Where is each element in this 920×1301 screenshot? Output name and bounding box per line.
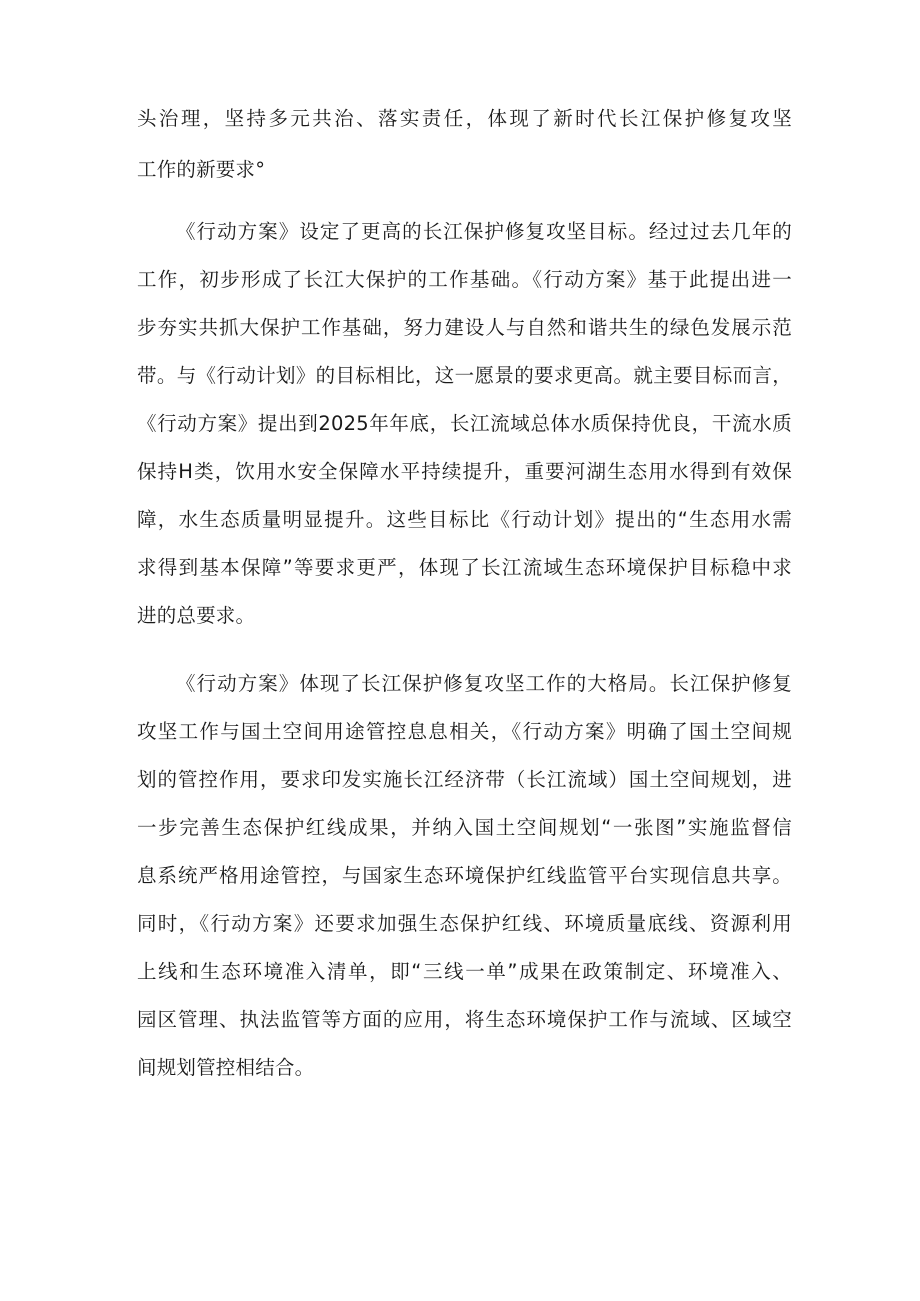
- paragraph-1-line-1: 头治理，坚持多元共治、落实责任，体现了新时代长江保护修复攻坚: [137, 107, 792, 130]
- paragraph-2-line-8: 求得到基本保障”等要求更严，体现了长江流域生态环境保护目标稳中求: [137, 556, 792, 579]
- paragraph-3-line-5: 息系统严格用途管控，与国家生态环境保护红线监管平台实现信息共享。: [137, 864, 792, 887]
- paragraph-2-line-3: 步夯实共抓大保护工作基础，努力建设人与自然和谐共生的绿色发展示范: [137, 316, 792, 339]
- paragraph-2-line-6: 保持H类，饮用水安全保障水平持续提升，重要河湖生态用水得到有效保: [137, 460, 792, 483]
- paragraph-3-line-2: 攻坚工作与国土空间用途管控息息相关，《行动方案》明确了国土空间规: [137, 720, 792, 743]
- paragraph-3-line-4: 一步完善生态保护红线成果，并纳入国土空间规划“一张图”实施监督信: [137, 816, 792, 839]
- paragraph-2-line-1: 《行动方案》设定了更高的长江保护修复攻坚目标。经过过去几年的: [176, 220, 792, 243]
- paragraph-2-line-7: 障，水生态质量明显提升。这些目标比《行动计划》提出的“生态用水需: [137, 508, 792, 531]
- paragraph-3-line-9: 间规划管控相结合。: [137, 1056, 315, 1079]
- paragraph-2-line-2: 工作，初步形成了长江大保护的工作基础。《行动方案》基于此提出进一: [137, 268, 792, 291]
- paragraph-3-line-3: 划的管控作用，要求印发实施长江经济带（长江流域）国土空间规划，进: [137, 768, 792, 791]
- paragraph-2-line-4: 带。与《行动计划》的目标相比，这一愿景的要求更高。就主要目标而言，: [137, 364, 792, 387]
- paragraph-1-line-2: 工作的新要求°: [137, 158, 266, 181]
- paragraph-3-line-1: 《行动方案》体现了长江保护修复攻坚工作的大格局。长江保护修复: [176, 672, 792, 695]
- paragraph-2-line-9: 进的总要求。: [137, 604, 256, 627]
- paragraph-3-line-8: 园区管理、执法监管等方面的应用，将生态环境保护工作与流域、区域空: [137, 1008, 792, 1031]
- paragraph-2-line-5: 《行动方案》提出到2025年年底，长江流域总体水质保持优良，干流水质: [137, 412, 792, 435]
- paragraph-3-line-7: 上线和生态环境准入清单，即“三线一单”成果在政策制定、环境准入、: [137, 960, 792, 983]
- paragraph-3-line-6: 同时，《行动方案》还要求加强生态保护红线、环境质量底线、资源利用: [137, 912, 792, 935]
